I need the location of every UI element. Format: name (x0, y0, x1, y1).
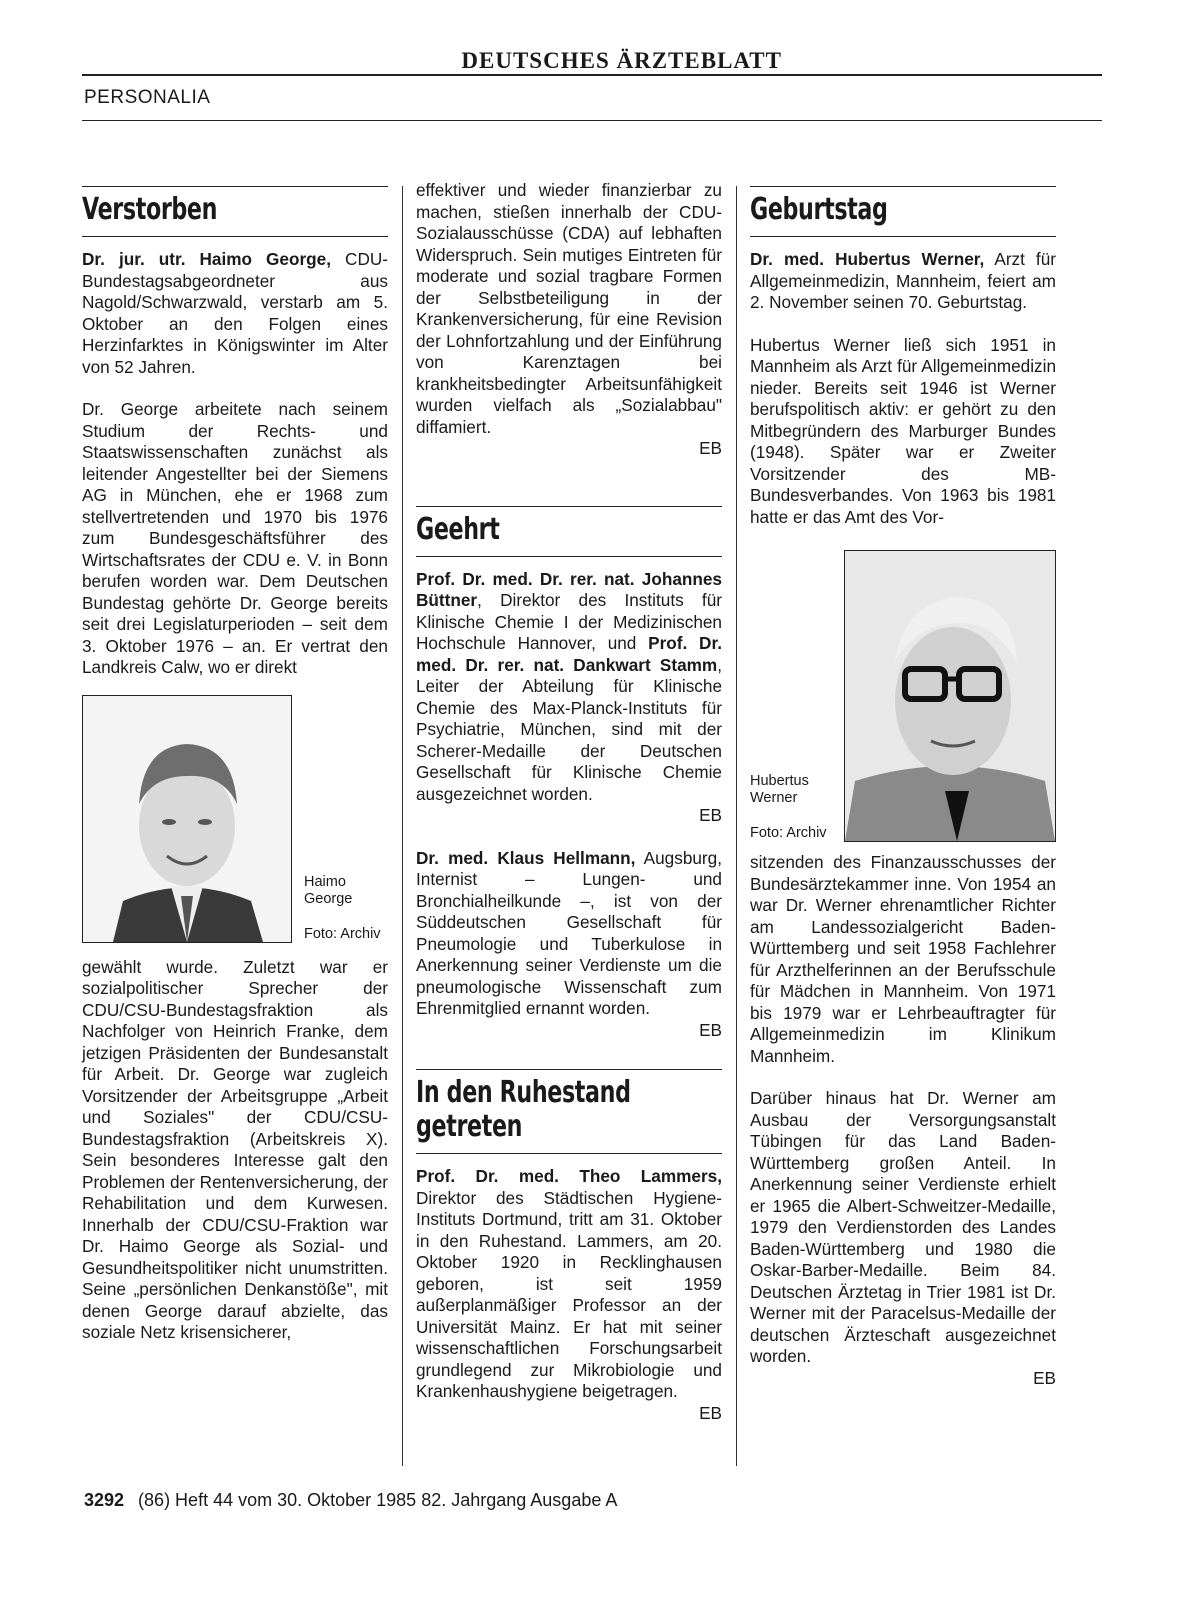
signature-eb: EB (699, 805, 722, 825)
photo-george-block (82, 695, 388, 943)
signature-eb: EB (699, 1019, 722, 1040)
issue-info: (86) Heft 44 vom 30. Oktober 1985 82. Jahrgang Ausgabe A (138, 1490, 618, 1510)
signature-eb: EB (1033, 1367, 1056, 1388)
birthday-intro: Dr. med. Hubertus Werner, Arzt für Allgemeinmedizin, Mannheim, feiert am 2. November seinen 70. Geburtstag. (750, 249, 1056, 312)
obituary-text-2: gewählt wurde. Zuletzt war er sozialpolitischer Sprecher der CDU/CSU-Bundestagsfraktion als Nachfolger von Heinrich Franke, dem jetzigen Präsidenten der Bundesanstalt für Arbeit. Dr. George war zugleich Vorsitzender der Arbeitsgruppe „Arbeit und Soziales" der CDU/CSU-Bundestagsfraktion (Arbeitskreis X). Sein besonderes Interesse galt den Problemen der Rentenversicherung, der Rehabilitation und dem Kurwesen. Innerhalb der CDU/CSU-Fraktion war Dr. Haimo George als Sozial- und Gesundheitspolitiker nicht unumstritten. Seine „persönlichen Denkanstöße", mit denen George darauf abzielte, das soziale Netz krisensicherer, (82, 956, 388, 1342)
journal-title: DEUTSCHES ÄRZTEBLATT (461, 48, 782, 73)
signature-eb: EB (699, 1402, 722, 1423)
column-3 (750, 186, 1056, 1389)
portrait-photo-werner (844, 550, 1056, 842)
column-2 (416, 180, 722, 1424)
birthday-text-2: sitzenden des Finanzausschusses der Bundesärztekammer inne. Von 1954 an war Dr. Werner ehrenamtlicher Richter am Landessozialgericht Baden-Württemberg und seit 1958 Fachlehrer für Arzthelferinnen an der Berufsschule für Mädchen in Mannheim. Von 1971 bis 1979 war er Lehrbeauftragter für Allgemeinmedizin im Klinikum Mannheim. (750, 852, 1056, 1066)
retirement-entry: Prof. Dr. med. Theo Lammers, Direktor des Städtischen Hygiene-Instituts Dortmund, tritt am 31. Oktober in den Ruhestand. Lammers, am 20. Oktober 1920 in Recklinghausen geboren, ist seit 1959 außerplanmäßiger Professor an der Universität Mainz. Er hat mit seiner wissenschaftlichen Forschungsarbeit grundlegend zur Mikrobiologie und Krankenhaushygiene beigetragen. (416, 1166, 722, 1401)
heading-verstorben: Verstorben (82, 186, 388, 237)
heading-geehrt: Geehrt (416, 506, 722, 557)
heading-geburtstag: Geburtstag (750, 186, 1056, 237)
photo-caption-george: Haimo George Foto: Archiv (304, 873, 381, 942)
honor-entry-2: Dr. med. Klaus Hellmann, Augsburg, Internist – Lungen- und Bronchialheilkunde –, ist von der Süddeutschen Gesellschaft für Pneumologie und Tuberkulose in Anerkennung seiner Verdienste um die pneumologische Wissenschaft zum Ehrenmitglied ernannt worden. (416, 847, 722, 1018)
page-footer (84, 1490, 617, 1511)
portrait-illustration-icon (845, 551, 1055, 841)
column-divider-1 (402, 186, 403, 1466)
obituary-intro: Dr. jur. utr. Haimo George, CDU-Bundestagsabgeordneter aus Nagold/Schwarzwald, verstarb am 5. Oktober an den Folgen eines Herzinfarktes in Königswinter im Alter von 52 Jahren. (82, 249, 388, 377)
obituary-continuation: effektiver und wieder finanzierbar zu machen, stießen innerhalb der CDU-Sozialausschüsse (CDA) auf lebhaften Widerspruch. Sein mutiges Eintreten für moderate und sozial tragbare Formen der Selbstbeteiligung in der Krankenversicherung, für eine Revision der Lohnfortzahlung und der Einführung von Karenztagen bei krankheitsbedingter Arbeitsunfähigkeit wurden vielfach als „Sozialabbau" diffamiert. (416, 180, 722, 437)
masthead (82, 44, 1102, 76)
header-rule (82, 120, 1102, 121)
portrait-photo-george (82, 695, 292, 943)
portrait-illustration-icon (83, 696, 291, 942)
obituary-text-1: Dr. George arbeitete nach seinem Studium der Rechts- und Staatswissenschaften zunächst als leitender Angestellter bei der Siemens AG in München, ehe er 1968 zum stellvertretenden und 1970 bis 1976 zum Bundesgeschäftsführer des Wirtschaftsrates der CDU e. V. in Bonn berufen worden war. Dem Deutschen Bundestag gehörte Dr. George bereits seit drei Legislaturperioden – seit dem 3. Oktober 1976 – an. Er vertrat den Landkreis Calw, wo er direkt (82, 399, 388, 677)
page-number: 3292 (84, 1490, 125, 1510)
column-1 (82, 186, 388, 1344)
photo-caption-werner: Hubertus Werner Foto: Archiv (750, 773, 827, 841)
photo-werner-block (750, 550, 1056, 842)
section-label: PERSONALIA (84, 87, 211, 108)
honor-entry-1: Prof. Dr. med. Dr. rer. nat. Johannes Büttner, Direktor des Instituts für Klinische Chemie I der Medizinischen Hochschule Hannover, und Prof. Dr. med. Dr. rer. nat. Dankwart Stamm, Leiter der Abteilung für Klinische Chemie des Max-Planck-Instituts für Psychiatrie, München, sind mit der Scherer-Medaille der Deutschen Gesellschaft für Klinische Chemie ausgezeichnet worden. (416, 568, 722, 804)
signature-eb: EB (699, 438, 722, 458)
birthday-text-3: Darüber hinaus hat Dr. Werner am Ausbau der Versorgungsanstalt Tübingen für das Land Baden-Württemberg großen Anteil. In Anerkennung seiner Verdienste erhielt er 1965 die Albert-Schweitzer-Medaille, 1979 den Verdienstorden des Landes Baden-Württemberg und 1980 die Oskar-Barber-Medaille. Beim 84. Deutschen Ärztetag in Trier 1981 ist Dr. Werner mit der Paracelsus-Medaille der deutschen Ärzteschaft ausgezeichnet worden. (750, 1088, 1056, 1366)
heading-ruhestand: In den Ruhestand getreten (416, 1069, 722, 1154)
column-divider-2 (736, 186, 737, 1466)
birthday-text-1: Hubertus Werner ließ sich 1951 in Mannheim als Arzt für Allgemeinmedizin nieder. Bereits seit 1946 ist Werner berufspolitisch aktiv: er gehört zu den Mitbegründern des Marburger Bundes (1948). Später war er Zweiter Vorsitzender des MB-Bundesverbandes. Von 1963 bis 1981 hatte er das Amt des Vor- (750, 334, 1056, 527)
